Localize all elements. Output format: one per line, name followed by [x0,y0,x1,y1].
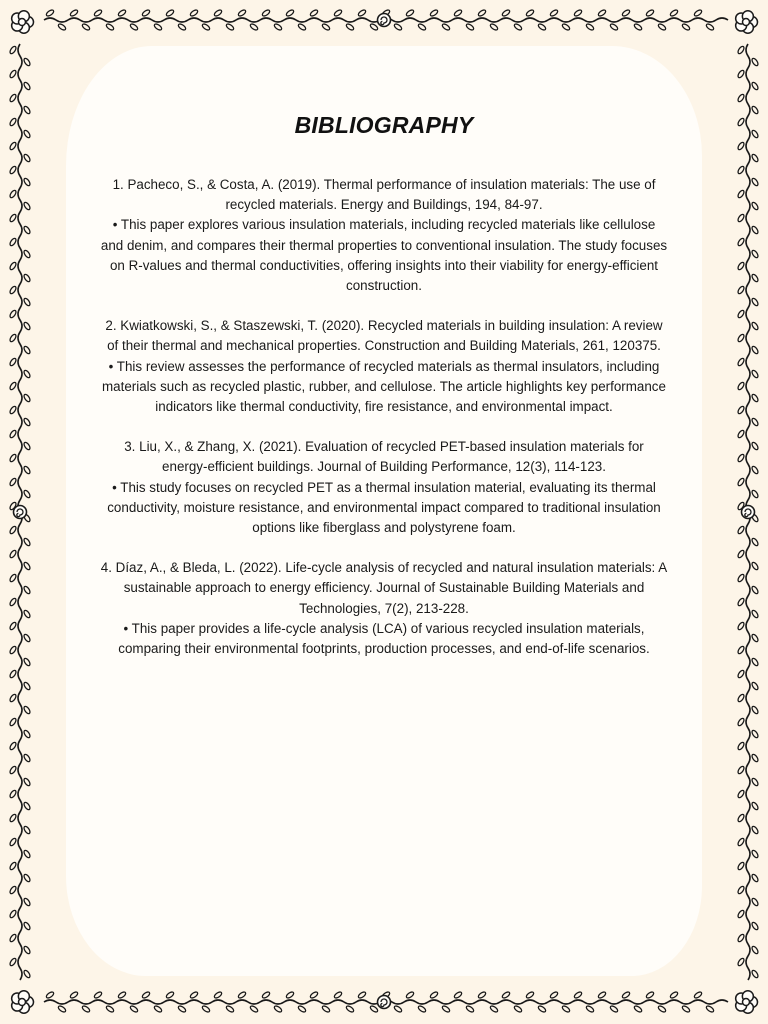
leaf-icon [9,765,17,774]
leaf-icon [737,885,745,894]
leaf-icon [597,9,606,17]
leaf-icon [737,93,745,102]
leaf-icon [23,345,31,354]
leaf-icon [9,669,17,678]
leaf-icon [751,609,759,618]
leaf-icon [23,417,31,426]
leaf-icon [93,991,102,999]
leaf-icon [751,681,759,690]
leaf-icon [751,537,759,546]
leaf-icon [201,23,210,31]
leaf-icon [751,225,759,234]
leaf-icon [737,477,745,486]
leaf-icon [177,23,186,31]
leaf-icon [9,645,17,654]
leaf-icon [9,813,17,822]
leaf-icon [737,621,745,630]
leaf-icon [9,285,17,294]
leaf-icon [9,381,17,390]
leaf-icon [297,1005,306,1013]
leaf-icon [751,345,759,354]
leaf-icon [501,991,510,999]
leaf-icon [561,23,570,31]
leaf-icon [633,1005,642,1013]
leaf-icon [9,405,17,414]
leaf-icon [9,309,17,318]
leaf-icon [9,693,17,702]
leaf-icon [751,729,759,738]
leaf-icon [751,249,759,258]
leaf-icon [273,1005,282,1013]
leaf-icon [9,117,17,126]
leaf-icon [9,621,17,630]
leaf-icon [573,991,582,999]
leaf-icon [465,23,474,31]
leaf-icon [657,1005,666,1013]
leaf-icon [9,189,17,198]
leaf-icon [501,9,510,17]
leaf-icon [23,945,31,954]
leaf-icon [177,1005,186,1013]
leaf-icon [9,237,17,246]
leaf-icon [105,23,114,31]
leaf-icon [737,669,745,678]
leaf-icon [9,933,17,942]
leaf-icon [9,453,17,462]
leaf-icon [57,1005,66,1013]
leaf-icon [9,429,17,438]
leaf-icon [45,9,54,17]
leaf-icon [751,825,759,834]
leaf-icon [737,285,745,294]
leaf-icon [23,465,31,474]
entry-citation: 2. Kwiatkowski, S., & Staszewski, T. (2020). Recycled materials in building insulation: A review of their thermal and mechanical properties. Construction and Building Materials, 261, 120375. [105,318,663,354]
leaf-icon [9,885,17,894]
leaf-icon [23,753,31,762]
leaf-icon [705,23,714,31]
leaf-icon [285,991,294,999]
leaf-icon [23,609,31,618]
leaf-icon [737,189,745,198]
leaf-icon [9,741,17,750]
bibliography-entry-2 [100,316,668,417]
leaf-icon [23,849,31,858]
leaf-icon [737,717,745,726]
leaf-icon [189,9,198,17]
leaf-icon [9,573,17,582]
leaf-icon [751,81,759,90]
leaf-icon [525,9,534,17]
leaf-icon [249,1005,258,1013]
leaf-icon [669,991,678,999]
leaf-icon [9,837,17,846]
leaf-icon [285,9,294,17]
leaf-icon [225,23,234,31]
leaf-icon [213,9,222,17]
leaf-icon [453,9,462,17]
leaf-icon [309,991,318,999]
leaf-icon [751,489,759,498]
leaf-icon [23,129,31,138]
leaf-icon [105,1005,114,1013]
leaf-icon [81,23,90,31]
leaf-icon [549,991,558,999]
leaf-icon [737,573,745,582]
leaf-icon [9,141,17,150]
leaf-icon [23,441,31,450]
leaf-icon [737,405,745,414]
leaf-icon [751,873,759,882]
leaf-icon [333,991,342,999]
leaf-icon [609,23,618,31]
leaf-icon [9,333,17,342]
leaf-icon [69,991,78,999]
leaf-icon [357,9,366,17]
leaf-icon [9,477,17,486]
leaf-icon [23,57,31,66]
leaf-icon [489,1005,498,1013]
leaf-icon [23,969,31,978]
leaf-icon [751,273,759,282]
leaf-icon [737,261,745,270]
leaf-icon [737,237,745,246]
entry-summary: • This review assesses the performance of recycled materials as thermal insulators, including materials such as recycled plastic, rubber, and cellulose. The article highlights key performance indicators like thermal conductivity, fire resistance, and environmental impact. [102,358,666,415]
leaf-icon [513,1005,522,1013]
leaf-icon [751,753,759,762]
leaf-icon [751,153,759,162]
leaf-icon [737,453,745,462]
leaf-icon [321,1005,330,1013]
leaf-icon [737,549,745,558]
leaf-icon [9,597,17,606]
leaf-icon [537,1005,546,1013]
leaf-icon [681,23,690,31]
leaf-icon [23,777,31,786]
leaf-icon [23,393,31,402]
leaf-icon [249,23,258,31]
leaf-icon [737,525,745,534]
leaf-icon [23,873,31,882]
leaf-icon [297,23,306,31]
leaf-icon [417,1005,426,1013]
leaf-icon [9,357,17,366]
leaf-icon [621,9,630,17]
leaf-icon [751,417,759,426]
leaf-icon [117,9,126,17]
leaf-icon [751,945,759,954]
leaf-icon [751,129,759,138]
leaf-icon [737,381,745,390]
flower-center-icon [743,999,750,1006]
leaf-icon [737,813,745,822]
leaf-icon [429,9,438,17]
leaf-icon [751,441,759,450]
leaf-icon [585,23,594,31]
leaf-icon [561,1005,570,1013]
leaf-icon [417,23,426,31]
leaf-icon [261,9,270,17]
leaf-icon [405,991,414,999]
leaf-icon [237,991,246,999]
leaf-icon [345,1005,354,1013]
leaf-icon [737,45,745,54]
leaf-icon [23,825,31,834]
bibliography-entry-3 [100,437,668,538]
leaf-icon [153,1005,162,1013]
leaf-icon [693,9,702,17]
leaf-icon [23,201,31,210]
leaf-icon [9,69,17,78]
leaf-icon [737,765,745,774]
leaf-icon [23,561,31,570]
leaf-icon [9,957,17,966]
leaf-icon [129,23,138,31]
leaf-icon [69,9,78,17]
leaf-icon [751,897,759,906]
leaf-icon [23,657,31,666]
leaf-icon [23,177,31,186]
leaf-icon [261,991,270,999]
entry-citation: 1. Pacheco, S., & Costa, A. (2019). Thermal performance of insulation materials: The use of recycled materials. Energy and Buildings, 194, 84-97. [112,177,656,213]
leaf-icon [489,23,498,31]
leaf-icon [737,693,745,702]
leaf-icon [9,261,17,270]
leaf-icon [441,1005,450,1013]
leaf-icon [9,165,17,174]
leaf-icon [737,69,745,78]
leaf-icon [23,81,31,90]
bibliography-entry-1 [100,175,668,296]
leaf-icon [23,897,31,906]
leaf-icon [737,597,745,606]
leaf-icon [9,717,17,726]
leaf-icon [737,429,745,438]
leaf-icon [751,561,759,570]
flower-center-icon [743,19,750,26]
leaf-icon [737,837,745,846]
leaf-icon [201,1005,210,1013]
leaf-icon [633,23,642,31]
leaf-icon [573,9,582,17]
leaf-icon [681,1005,690,1013]
leaf-icon [9,861,17,870]
leaf-icon [9,909,17,918]
leaf-icon [333,9,342,17]
leaf-icon [23,321,31,330]
leaf-icon [23,297,31,306]
leaf-icon [477,991,486,999]
leaf-icon [737,741,745,750]
leaf-icon [609,1005,618,1013]
leaf-icon [751,585,759,594]
leaf-icon [9,213,17,222]
leaf-icon [237,9,246,17]
leaf-icon [751,201,759,210]
leaf-icon [751,465,759,474]
leaf-icon [321,23,330,31]
leaf-icon [23,153,31,162]
bibliography-entry-4 [100,558,668,659]
leaf-icon [165,9,174,17]
entry-citation: 3. Liu, X., & Zhang, X. (2021). Evaluation of recycled PET-based insulation materials for energy-efficient buildings. Journal of Building Performance, 12(3), 114-123. [124,439,644,475]
leaf-icon [477,9,486,17]
leaf-icon [737,165,745,174]
leaf-icon [23,537,31,546]
entry-summary: • This paper explores various insulation materials, including recycled materials like cellulose and denim, and compares their thermal properties to conventional insulation. The study focuses on R-values and thermal conductivities, offering insights into their viability for energy-efficient construction. [100,217,668,294]
leaf-icon [751,801,759,810]
leaf-icon [9,789,17,798]
entry-summary: • This study focuses on recycled PET as a thermal insulation material, evaluating its thermal conductivity, moisture resistance, and environmental impact compared to traditional insulation options like fiberglass and polystyrene foam. [107,479,661,536]
leaf-icon [393,23,402,31]
leaf-icon [751,57,759,66]
leaf-icon [737,789,745,798]
leaf-icon [751,849,759,858]
leaf-icon [357,991,366,999]
leaf-icon [9,93,17,102]
leaf-icon [9,549,17,558]
leaf-icon [453,991,462,999]
leaf-icon [737,213,745,222]
leaf-icon [93,9,102,17]
leaf-icon [751,657,759,666]
leaf-icon [645,991,654,999]
leaf-icon [23,273,31,282]
leaf-icon [23,705,31,714]
leaf-icon [117,991,126,999]
leaf-icon [369,23,378,31]
leaf-icon [9,45,17,54]
leaf-icon [141,991,150,999]
leaf-icon [737,357,745,366]
leaf-icon [751,297,759,306]
leaf-icon [645,9,654,17]
leaf-icon [669,9,678,17]
leaf-icon [441,23,450,31]
leaf-icon [225,1005,234,1013]
leaf-icon [23,921,31,930]
leaf-icon [737,957,745,966]
leaf-icon [751,177,759,186]
leaf-icon [23,801,31,810]
leaf-icon [751,921,759,930]
leaf-icon [737,909,745,918]
leaf-icon [513,23,522,31]
leaf-icon [273,23,282,31]
leaf-icon [23,105,31,114]
leaf-icon [345,23,354,31]
leaf-icon [23,729,31,738]
leaf-icon [597,991,606,999]
leaf-icon [737,933,745,942]
leaf-icon [657,23,666,31]
leaf-icon [429,991,438,999]
leaf-icon [737,141,745,150]
leaf-icon [737,309,745,318]
leaf-icon [751,369,759,378]
leaf-icon [693,991,702,999]
leaf-icon [465,1005,474,1013]
leaf-icon [369,1005,378,1013]
leaf-icon [23,633,31,642]
leaf-icon [751,321,759,330]
leaf-icon [751,705,759,714]
leaf-icon [141,9,150,17]
bibliography-content [100,112,668,679]
flower-center-icon [19,19,26,26]
leaf-icon [737,333,745,342]
leaf-icon [537,23,546,31]
leaf-icon [621,991,630,999]
leaf-icon [525,991,534,999]
leaf-icon [737,861,745,870]
leaf-icon [23,369,31,378]
leaf-icon [393,1005,402,1013]
leaf-icon [309,9,318,17]
leaf-icon [153,23,162,31]
flower-center-icon [19,999,26,1006]
leaf-icon [751,393,759,402]
leaf-icon [585,1005,594,1013]
leaf-icon [23,225,31,234]
leaf-icon [81,1005,90,1013]
leaf-icon [737,645,745,654]
entry-summary: • This paper provides a life-cycle analysis (LCA) of various recycled insulation materials, comparing their environmental footprints, production processes, and end-of-life scenarios. [118,620,650,657]
leaf-icon [705,1005,714,1013]
leaf-icon [23,585,31,594]
leaf-icon [57,23,66,31]
leaf-icon [737,117,745,126]
entry-citation: 4. Díaz, A., & Bleda, L. (2022). Life-cycle analysis of recycled and natural insulation materials: A sustainable approach to energy efficiency. Journal of Sustainable Building Materials and Technologies, 7(2), 213-228. [100,560,668,616]
leaf-icon [23,681,31,690]
leaf-icon [549,9,558,17]
leaf-icon [165,991,174,999]
leaf-icon [213,991,222,999]
leaf-icon [751,777,759,786]
leaf-icon [9,525,17,534]
leaf-icon [45,991,54,999]
leaf-icon [751,633,759,642]
leaf-icon [129,1005,138,1013]
leaf-icon [405,9,414,17]
leaf-icon [751,105,759,114]
leaf-icon [23,489,31,498]
page-title: BIBLIOGRAPHY [294,112,474,138]
leaf-icon [751,969,759,978]
leaf-icon [23,249,31,258]
leaf-icon [189,991,198,999]
